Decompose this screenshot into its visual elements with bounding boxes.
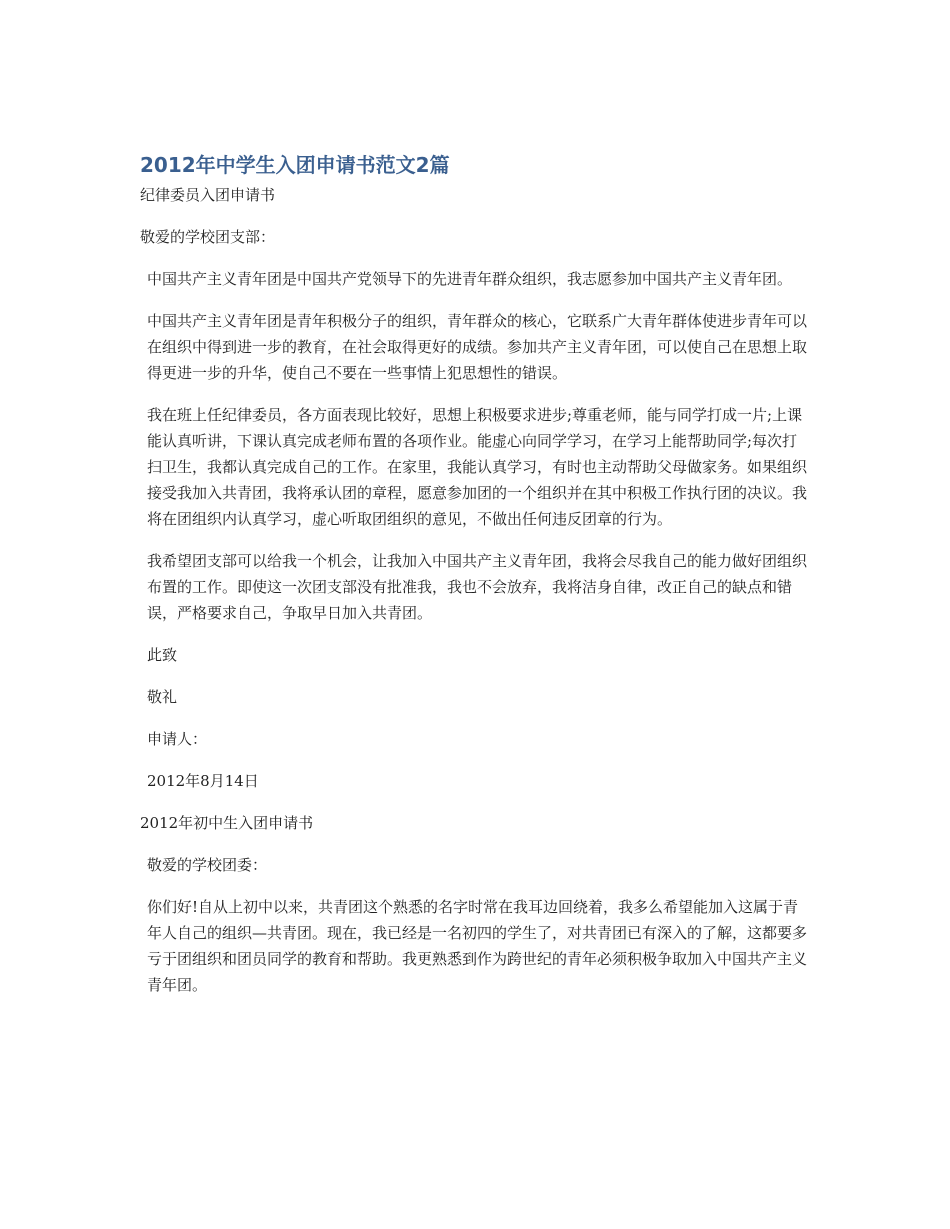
salutation: 敬爱的学校团支部：	[140, 228, 276, 246]
document-subtitle: 纪律委员入团申请书	[140, 186, 276, 204]
document-page	[140, 150, 812, 998]
paragraph-request: 我希望团支部可以给我一个机会，让我加入中国共产主义青年团，我将会尽我自己的能力做好团组织布置的工作。即使这一次团支部没有批准我，我也不会放弃，我将洁身自律，改正自己的缺点和错误，严格要求自己，争取早日加入共青团。	[147, 552, 808, 622]
second-letter-heading: 2012年初中生入团申请书	[140, 814, 314, 832]
second-salutation: 敬爱的学校团委：	[147, 856, 268, 874]
document-title: 2012年中学生入团申请书范文2篇	[140, 153, 450, 177]
letter-date: 2012年8月14日	[147, 772, 259, 790]
paragraph-self-assessment: 我在班上任纪律委员，各方面表现比较好，思想上积极要求进步;尊重老师，能与同学打成一片;上课能认真听讲，下课认真完成老师布置的各项作业。能虚心向同学学习，在学习上能帮助同学;每次打扫卫生，我都认真完成自己的工作。在家里，我能认真学习，有时也主动帮助父母做家务。如果组织接受我加入共青团，我将承认团的章程，愿意参加团的一个组织并在其中积极工作执行团的决议。我将在团组织内认真学习，虚心听取团组织的意见，不做出任何违反团章的行为。	[147, 406, 808, 528]
closing-jingli: 敬礼	[147, 688, 178, 706]
paragraph-league-description: 中国共产主义青年团是青年积极分子的组织，青年群众的核心，它联系广大青年群体使进步青年可以在组织中得到进一步的教育，在社会取得更好的成绩。参加共产主义青年团，可以使自己在思想上取得更进一步的升华，使自己不要在一些事情上犯思想性的错误。	[147, 312, 808, 382]
closing-cizhi: 此致	[147, 646, 178, 664]
applicant-label: 申请人：	[147, 730, 208, 748]
paragraph-intro: 中国共产主义青年团是中国共产党领导下的先进青年群众组织，我志愿参加中国共产主义青年团。	[147, 270, 793, 288]
second-paragraph-intro: 你们好!自从上初中以来，共青团这个熟悉的名字时常在我耳边回绕着，我多么希望能加入这属于青年人自己的组织—共青团。现在，我已经是一名初四的学生了，对共青团已有深入的了解，这都要多亏于团组织和团员同学的教育和帮助。我更熟悉到作为跨世纪的青年必须积极争取加入中国共产主义青年团。	[147, 898, 808, 994]
